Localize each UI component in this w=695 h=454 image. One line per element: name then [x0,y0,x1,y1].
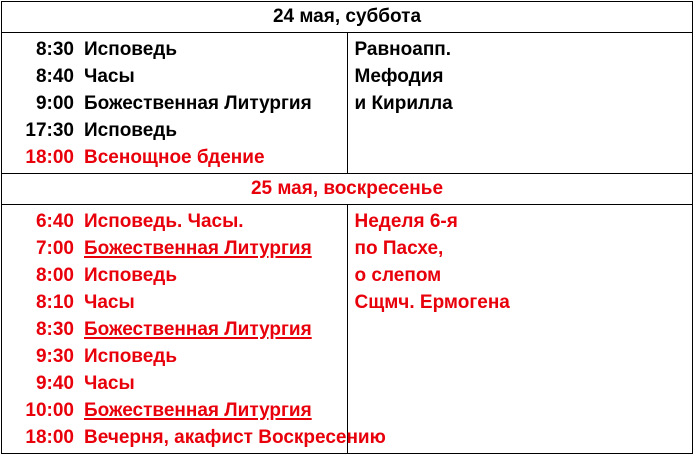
service-event: Исповедь [84,119,178,141]
saint-line: по Пасхе, [354,238,444,259]
service-time: 10:00 [25,399,74,421]
saint-line: Неделя 6-я [354,211,458,232]
day2-saint [347,205,693,454]
service-row [2,289,347,316]
service-row [2,63,347,90]
service-event: Часы [84,291,135,313]
saint-line: Сщмч. Ермогена [354,292,510,313]
day1-services [2,33,348,174]
schedule-table [1,1,693,454]
day1-saint [347,33,693,174]
service-event: Часы [84,65,135,87]
service-row [2,343,347,370]
service-time: 8:40 [35,65,74,87]
saint-line: о слепом [354,265,442,286]
service-time: 8:30 [35,318,74,340]
saint-line: Равноапп. [354,39,452,60]
service-time: 18:00 [25,146,74,168]
service-event: Исповедь [84,264,178,286]
service-row [2,235,347,262]
service-row [2,397,347,424]
service-time: 9:00 [35,92,74,114]
service-event: Исповедь [84,345,178,367]
service-row [2,208,347,235]
service-event: Всенощное бдение [84,146,265,168]
service-event: Исповедь [84,38,178,60]
service-row [2,262,347,289]
service-event: Вечерня, акафист Воскресению [84,426,386,448]
service-row [2,36,347,63]
service-time: 8:30 [35,38,74,60]
service-time: 8:00 [35,264,74,286]
service-event: Божественная Литургия [84,318,312,340]
service-row [2,316,347,343]
service-row [2,90,347,117]
service-event: Божественная Литургия [84,92,312,114]
service-row [2,424,386,451]
service-event: Исповедь. Часы. [84,210,244,232]
service-time: 7:00 [35,237,74,259]
service-time: 8:10 [35,291,74,313]
service-event: Божественная Литургия [84,237,312,259]
day2-header: 25 мая, воскресенье [2,174,693,205]
service-time: 6:40 [35,210,74,232]
day2-services [2,205,386,454]
service-row [2,370,347,397]
saint-line: Мефодия [354,66,444,87]
day1-header: 24 мая, суббота [2,2,693,33]
service-event: Божественная Литургия [84,399,312,421]
service-time: 17:30 [25,119,74,141]
service-time: 9:30 [35,345,74,367]
saint-line: и Кирилла [354,93,453,114]
service-row [2,144,347,171]
service-event: Часы [84,372,135,394]
service-row [2,117,347,144]
service-time: 18:00 [25,426,74,448]
service-time: 9:40 [35,372,74,394]
